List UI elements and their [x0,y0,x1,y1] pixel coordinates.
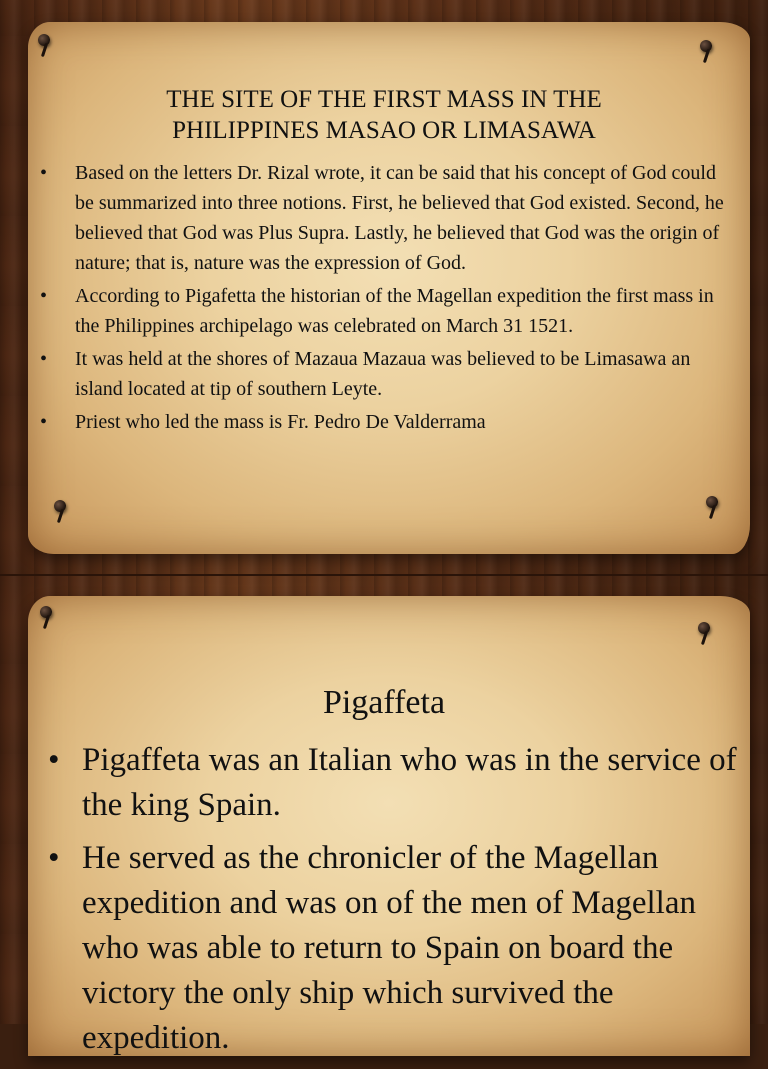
list-item [40,281,730,341]
title-line: Pigaffeta [322,684,446,721]
bullet-icon: • [48,840,60,876]
list-item [40,407,730,437]
bullet-text: Based on the letters Dr. Rizal wrote, it can be said that his concept of God could be summarized into three notions. First, he believed that God existed. Second, he believed that God was Plus Supra. Lastly, he believed that God was the origin of nature; that is, nature was the expression of God. [75,162,724,274]
list-item [40,158,730,278]
nail-icon [706,496,718,508]
slide-title [100,84,668,146]
nail-icon [38,34,50,46]
list-item [48,836,738,1061]
bullet-text: Priest who led the mass is Fr. Pedro De Valderrama [75,411,486,433]
bullet-icon: • [48,742,60,778]
slide-pigaffeta [0,576,768,1056]
nail-icon [40,606,52,618]
bullet-text: According to Pigafetta the historian of the Magellan expedition the first mass in the Philippines archipelago was celebrated on March 31 1521. [75,285,714,337]
title-line: PHILIPPINES MASAO OR LIMASAWA [172,117,596,144]
bullet-icon: • [40,285,48,307]
bullet-text: He served as the chronicler of the Magellan expedition and was on of the men of Magellan who was able to return to Spain on board the victory the only ship which survived the expedition. [82,840,696,1056]
nail-icon [54,500,66,512]
list-item [48,738,738,828]
bullet-list [40,158,730,440]
nail-icon [700,40,712,52]
list-item [40,344,730,404]
title-line: THE SITE OF THE FIRST MASS IN THE [166,86,602,113]
nail-icon [698,622,710,634]
bullet-icon: • [40,348,48,370]
bullet-text: It was held at the shores of Mazaua Mazaua was believed to be Limasawa an island located at tip of southern Leyte. [75,348,691,400]
bullet-text: Pigaffeta was an Italian who was in the service of the king Spain. [82,742,737,823]
bullet-icon: • [40,162,48,184]
slide-title [100,682,668,724]
bullet-icon: • [40,411,48,433]
bullet-list [48,738,738,1069]
